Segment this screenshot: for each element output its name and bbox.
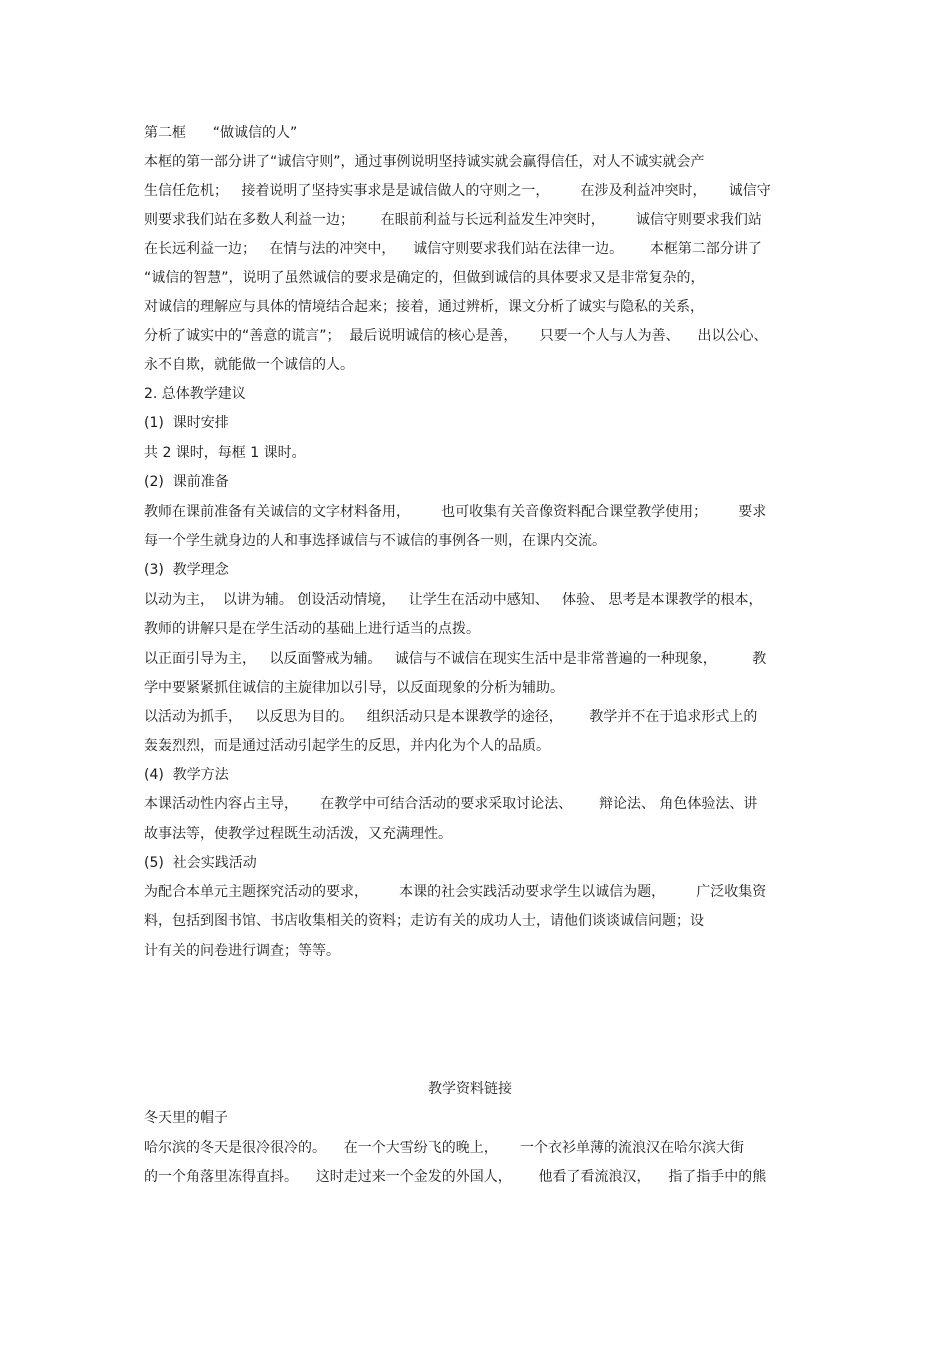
section-heading: 第二框 “做诚信的人”: [144, 125, 298, 141]
subheading: 2. 总体教学建议: [144, 386, 246, 402]
subheading: (3) 教学理念: [144, 562, 229, 578]
subheading: (5) 社会实践活动: [144, 855, 257, 871]
text-line: 共 2 课时，每框 1 课时。: [144, 445, 306, 461]
text-line: 以动为主， 以讲为辅。 创设活动情境， 让学生在活动中感知、 体验、 思考是本课教学的根本，: [144, 592, 763, 608]
subheading: (4) 教学方法: [144, 767, 229, 783]
text-line: 学中要紧紧抓住诚信的主旋律加以引导，以反面现象的分析为辅助。: [144, 680, 564, 696]
text-line: 对诚信的理解应与具体的情境结合起来；接着，通过辨析，课文分析了诚实与隐私的关系，: [144, 299, 704, 315]
text-line: 本框的第一部分讲了“诚信守则”，通过事例说明坚持诚实就会赢得信任，对人不诚实就会产: [144, 154, 705, 170]
materials-section-title: 教学资料链接: [428, 1081, 512, 1097]
text-line: 在长远利益一边； 在情与法的冲突中， 诚信守则要求我们站在法律一边。 本框第二部分讲了: [144, 241, 762, 257]
text-line: 轰轰烈烈，而是通过活动引起学生的反思，并内化为个人的品质。: [144, 738, 550, 754]
text-line: “诚信的智慧”，说明了虽然诚信的要求是确定的，但做到诚信的具体要求又是非常复杂的，: [144, 270, 705, 286]
text-line: 以正面引导为主， 以反面警戒为辅。 诚信与不诚信在现实生活中是非常普遍的一种现象， 教: [144, 651, 767, 667]
text-line: 哈尔滨的冬天是很冷很冷的。 在一个大雪纷飞的晚上， 一个衣衫单薄的流浪汉在哈尔滨大街: [144, 1140, 745, 1156]
text-line: 料，包括到图书馆、书店收集相关的资料；走访有关的成功人士，请他们谈谈诚信问题；设: [144, 913, 704, 929]
subheading: (2) 课前准备: [144, 474, 229, 490]
story-title: 冬天里的帽子: [144, 1110, 228, 1126]
text-line: 为配合本单元主题探究活动的要求， 本课的社会实践活动要求学生以诚信为题， 广泛收集资: [144, 884, 767, 900]
text-line: 分析了诚实中的“善意的谎言”； 最后说明诚信的核心是善， 只要一个人与人为善、 出以公心、: [144, 328, 768, 344]
text-line: 教师的讲解只是在学生活动的基础上进行适当的点拨。: [144, 621, 480, 637]
text-line: 故事法等，使教学过程既生动活泼，又充满理性。: [144, 826, 452, 842]
text-line: 计有关的问卷进行调查；等等。: [144, 943, 340, 959]
text-line: 教师在课前准备有关诚信的文字材料备用， 也可收集有关音像资料配合课堂教学使用； 要求: [144, 504, 767, 520]
subheading: (1) 课时安排: [144, 415, 229, 431]
text-line: 的一个角落里冻得直抖。 这时走过来一个金发的外国人， 他看了看流浪汉， 指了指手中的熊: [144, 1169, 767, 1185]
text-line: 每一个学生就身边的人和事选择诚信与不诚信的事例各一则，在课内交流。: [144, 533, 606, 549]
text-line: 以活动为抓手， 以反思为目的。 组织活动只是本课教学的途径， 教学并不在于追求形式上的: [144, 709, 758, 725]
text-line: 生信任危机； 接着说明了坚持实事求是是诚信做人的守则之一， 在涉及利益冲突时， 诚信守: [144, 183, 771, 199]
text-line: 永不自欺，就能做一个诚信的人。: [144, 357, 354, 373]
text-line: 则要求我们站在多数人利益一边； 在眼前利益与长远利益发生冲突时， 诚信守则要求我们站: [144, 212, 762, 228]
text-line: 本课活动性内容占主导， 在教学中可结合活动的要求采取讨论法、 辩论法、 角色体验法、讲: [144, 796, 758, 812]
